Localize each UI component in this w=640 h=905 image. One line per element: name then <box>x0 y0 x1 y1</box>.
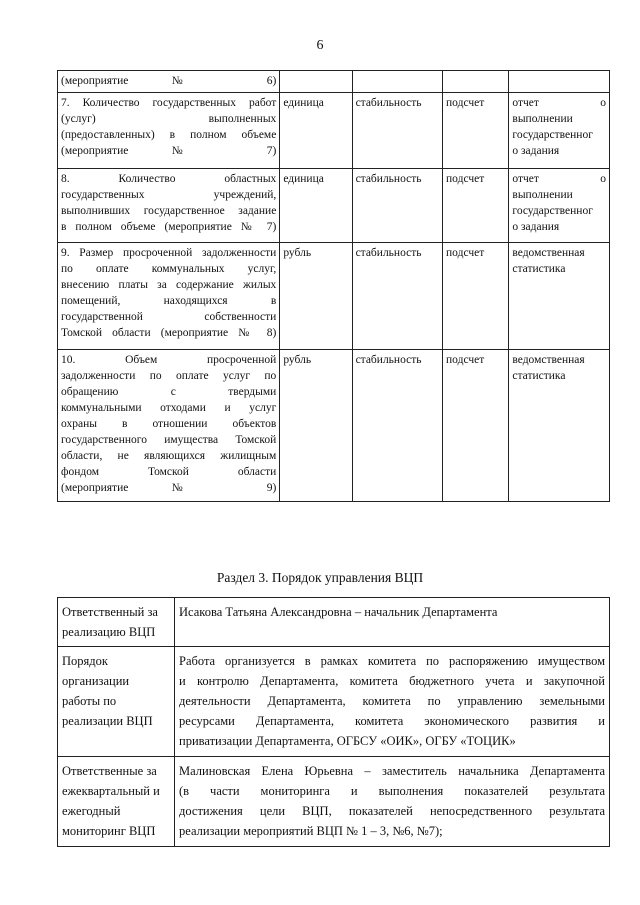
unit-cell: единица <box>280 169 352 243</box>
table-row <box>58 598 610 647</box>
table-row <box>58 243 610 350</box>
method-cell: подсчет <box>443 169 509 243</box>
direction-cell: стабильность <box>352 169 442 243</box>
unit-cell: рубль <box>280 350 352 502</box>
method-cell: подсчет <box>443 243 509 350</box>
key-cell: Ответственный за реализацию ВЦП <box>58 598 175 647</box>
management-table <box>57 597 610 847</box>
indicator-cell: 9. Размер просроченной задолженности по оплате коммунальных услуг, внесению платы за содержание жилых помещений, находящихся в государственной собственности Томской области (мероприятие № 8) <box>58 243 280 350</box>
value-cell: Малиновская Елена Юрьевна – заместитель начальника Департамента (в части мониторинга и выполнения показателей результата достижения цели ВЦП, показателей непосредственного результата реализации мероприятий ВЦП № 1 – 3, №6, №7); <box>175 757 610 847</box>
unit-cell: рубль <box>280 243 352 350</box>
table-row <box>58 647 610 757</box>
source-cell: отчет о выполнении государственног о задания <box>509 93 610 169</box>
source-cell: ведомственная статистика <box>509 243 610 350</box>
method-cell: подсчет <box>443 350 509 502</box>
source-cell: отчет о выполнении государственног о задания <box>509 169 610 243</box>
page-number: 6 <box>316 38 324 53</box>
direction-cell: стабильность <box>352 243 442 350</box>
table-row <box>58 350 610 502</box>
direction-cell: стабильность <box>352 350 442 502</box>
source-cell: ведомственная статистика <box>509 350 610 502</box>
indicator-cell: 10. Объем просроченной задолженности по оплате услуг по обращению с твердыми коммунальными отходами и услуг охраны в отношении объектов государственного имущества Томской области, не являющихся жилищным фондом Томской области (мероприятие № 9) <box>58 350 280 502</box>
source-cell <box>509 71 610 93</box>
direction-cell <box>352 71 442 93</box>
value-cell: Работа организуется в рамках комитета по распоряжению имуществом и контролю Департамента, комитета бюджетного учета и закупочной деятельности Департамента, комитета по управлению земельными ресурсами Департамента, комитета экономического развития и приватизации Департамента, ОГБСУ «ОИК», ОГБУ «ТОЦИК» <box>175 647 610 757</box>
indicator-cell: 7. Количество государственных работ (услуг) выполненных (предоставленных) в полном объеме (мероприятие № 7) <box>58 93 280 169</box>
method-cell: подсчет <box>443 93 509 169</box>
value-cell: Исакова Татьяна Александровна – начальник Департамента <box>175 598 610 647</box>
section-title: Раздел 3. Порядок управления ВЦП <box>216 570 424 585</box>
table-row <box>58 93 610 169</box>
key-cell: Ответственные за ежеквартальный и ежегодный мониторинг ВЦП <box>58 757 175 847</box>
method-cell <box>443 71 509 93</box>
table-row <box>58 71 610 93</box>
unit-cell: единица <box>280 93 352 169</box>
indicator-cell: 8. Количество областных государственных учреждений, выполнивших государственное задание в полном объеме (мероприятие № 7) <box>58 169 280 243</box>
table-row <box>58 757 610 847</box>
indicator-cell: (мероприятие № 6) <box>58 71 280 93</box>
indicators-table <box>57 70 610 502</box>
unit-cell <box>280 71 352 93</box>
table-row <box>58 169 610 243</box>
direction-cell: стабильность <box>352 93 442 169</box>
key-cell: Порядок организации работы по реализации ВЦП <box>58 647 175 757</box>
